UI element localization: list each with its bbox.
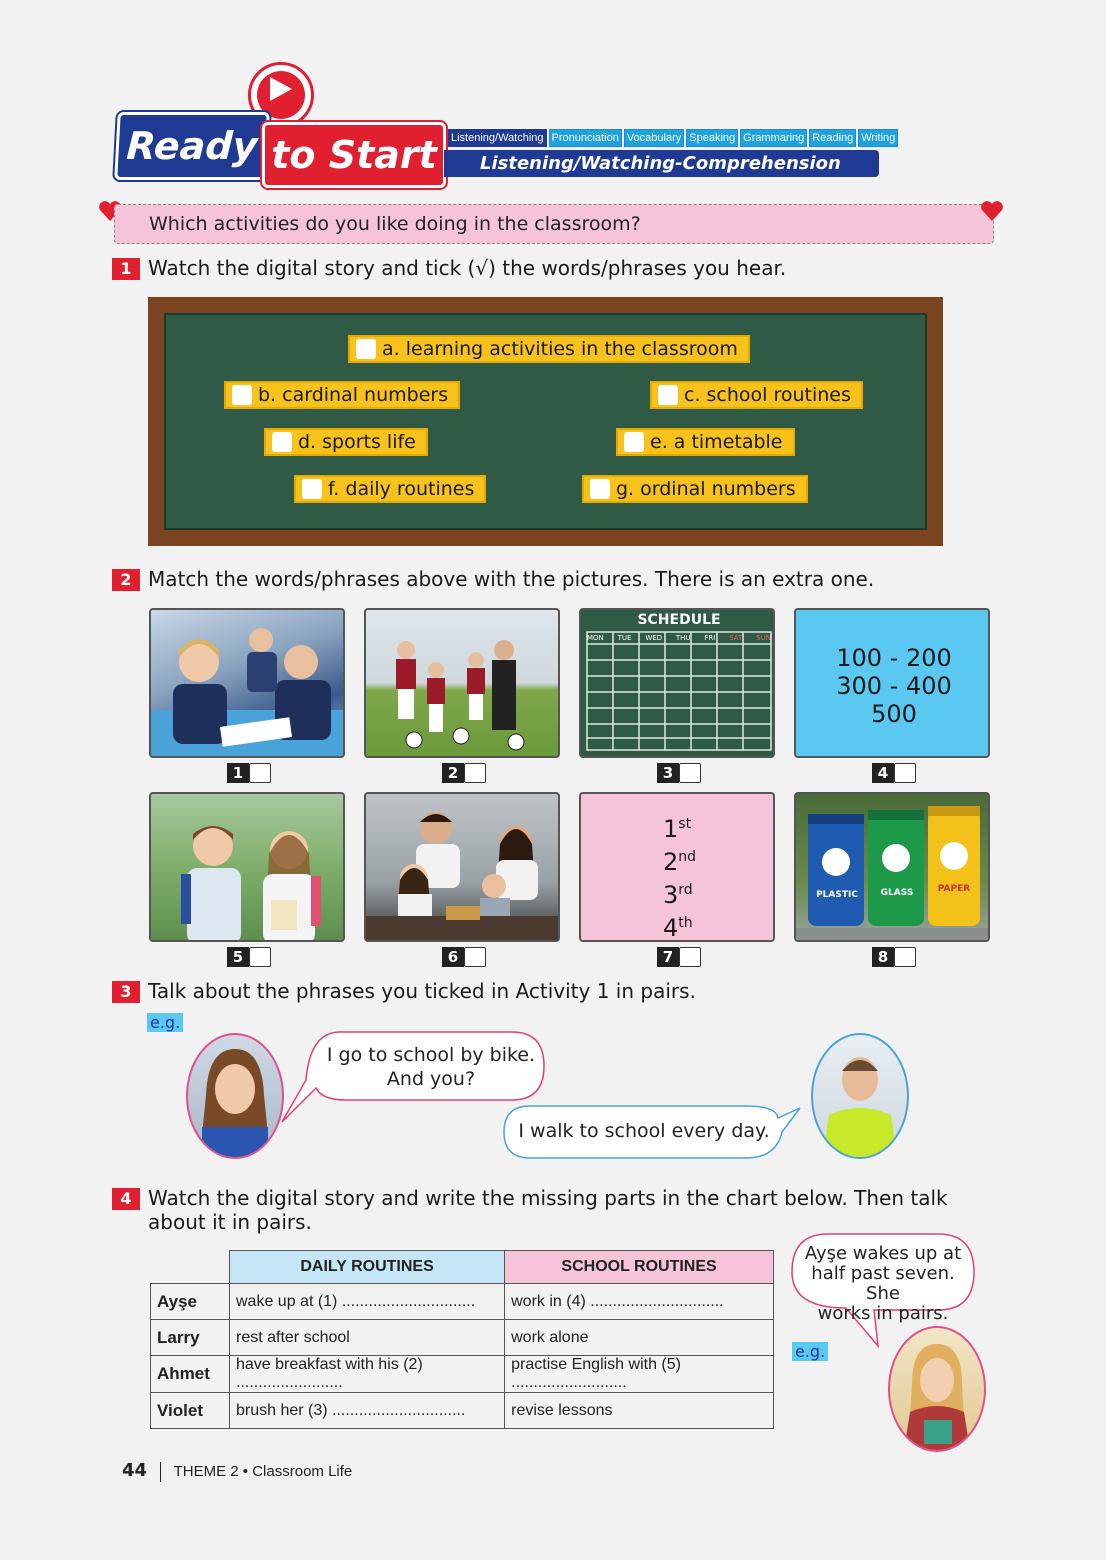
bubble1-text: And you? — [386, 1068, 476, 1090]
photo-football — [364, 608, 560, 758]
cardinal-line: 500 — [871, 700, 917, 728]
activity-number: 1 — [112, 258, 140, 280]
photo-family-breakfast — [364, 792, 560, 942]
to-start-label: to Start — [262, 122, 446, 188]
cardinal-line: 100 - 200 — [836, 644, 952, 672]
bubble3-text: half past seven. She — [811, 1263, 955, 1304]
option-e[interactable]: e. a timetable — [616, 428, 795, 456]
routines-table — [150, 1250, 774, 1429]
checkbox[interactable] — [590, 479, 610, 499]
cardinal-line: 300 - 400 — [836, 672, 952, 700]
option-d[interactable]: d. sports life — [264, 428, 428, 456]
bin-label: PAPER — [937, 884, 971, 894]
football-illustration — [366, 610, 560, 758]
bubble2-text: I walk to school every day. — [518, 1120, 770, 1142]
table-row: Ayşe wake up at (1) .............................. work in (4) .............................. — [151, 1284, 774, 1320]
bin-label: PLASTIC — [816, 890, 858, 900]
bubble1-text: I go to school by bike. — [326, 1044, 536, 1066]
match-box-8[interactable]: 8 — [872, 947, 916, 967]
family-illustration — [366, 794, 560, 942]
option-b[interactable]: b. cardinal numbers — [224, 381, 460, 409]
avatar-girl-2 — [888, 1326, 986, 1452]
bin-label: GLASS — [880, 888, 914, 898]
avatar-boy — [811, 1033, 909, 1159]
activity-instruction: Watch the digital story and tick (√) the words/phrases you hear. — [148, 256, 787, 280]
option-g[interactable]: g. ordinal numbers — [582, 475, 808, 503]
match-box-3[interactable]: 3 — [657, 763, 701, 783]
activity-number: 4 — [112, 1188, 140, 1210]
match-box-1[interactable]: 1 — [227, 763, 271, 783]
fill-blank-1[interactable]: wake up at (1) .............................. — [230, 1284, 505, 1320]
skill-speaking: Speaking — [686, 129, 738, 147]
page-footer — [122, 1460, 352, 1482]
activity-number: 2 — [112, 569, 140, 591]
theme-label: THEME 2 • Classroom Life — [173, 1463, 353, 1480]
option-a[interactable]: a. learning activities in the classroom — [348, 335, 750, 363]
fill-blank-2[interactable]: have breakfast with his (2) ........................ — [230, 1356, 505, 1393]
bubble3-text: works in pairs. — [817, 1303, 949, 1324]
schedule-grid — [585, 630, 773, 754]
col-school-routines: SCHOOL ROUTINES — [505, 1251, 774, 1284]
schedule-days: MON TUE WED THU FRI SAT SUN — [587, 634, 771, 642]
checkbox[interactable] — [302, 479, 322, 499]
ordinal-line: 2nd — [663, 848, 697, 876]
checkbox[interactable] — [272, 432, 292, 452]
ordinal-line: 3rd — [663, 881, 693, 909]
option-c[interactable]: c. school routines — [650, 381, 863, 409]
activity-instruction: Watch the digital story and write the missing parts in the chart below. Then talk about it in pairs. — [148, 1186, 948, 1234]
match-box-2[interactable]: 2 — [442, 763, 486, 783]
eg-label: e.g. — [792, 1342, 828, 1361]
photo-classroom — [149, 608, 345, 758]
photo-students — [149, 792, 345, 942]
students-illustration — [151, 794, 345, 942]
fill-blank-3[interactable]: brush her (3) .............................. — [230, 1393, 505, 1429]
schedule-title: SCHEDULE — [637, 612, 721, 628]
avatar-girl — [186, 1033, 284, 1159]
activity-instruction: Talk about the phrases you ticked in Activity 1 in pairs. — [148, 979, 696, 1003]
page-number: 44 — [122, 1460, 148, 1481]
skill-writing: Writing — [858, 129, 898, 147]
option-f[interactable]: f. daily routines — [294, 475, 486, 503]
table-row: Larry rest after school work alone — [151, 1320, 774, 1356]
photo-recycle-bins — [794, 792, 990, 942]
skill-pronunciation: Pronunciation — [549, 129, 622, 147]
fill-blank-5[interactable]: practise English with (5) .......................... — [505, 1356, 774, 1393]
match-box-4[interactable]: 4 — [872, 763, 916, 783]
bubble3-text: Ayşe wakes up at — [804, 1243, 962, 1264]
cardinal-numbers-card — [794, 608, 990, 758]
eg-label: e.g. — [147, 1013, 183, 1032]
checkbox[interactable] — [658, 385, 678, 405]
chalkboard — [148, 297, 943, 546]
match-box-6[interactable]: 6 — [442, 947, 486, 967]
match-box-5[interactable]: 5 — [227, 947, 271, 967]
table-row: Violet brush her (3) .............................. revise lessons — [151, 1393, 774, 1429]
activity-number: 3 — [112, 981, 140, 1003]
ordinal-line: 1st — [663, 815, 692, 843]
col-daily-routines: DAILY ROUTINES — [230, 1251, 505, 1284]
activity-instruction: Match the words/phrases above with the pictures. There is an extra one. — [148, 567, 875, 591]
checkbox[interactable] — [232, 385, 252, 405]
skill-listening: Listening/Watching — [448, 129, 547, 147]
heart-icon — [980, 200, 1004, 222]
ordinal-numbers-card — [579, 792, 775, 942]
classroom-illustration — [151, 610, 345, 758]
schedule-board — [579, 608, 775, 758]
ordinal-line: 4th — [663, 914, 693, 942]
skill-reading: Reading — [809, 129, 856, 147]
table-row: Ahmet have breakfast with his (2) ........................ practise English with (5) .......................... — [151, 1356, 774, 1393]
skill-vocabulary: Vocabulary — [624, 129, 684, 147]
checkbox[interactable] — [624, 432, 644, 452]
fill-blank-4[interactable]: work in (4) .............................. — [505, 1284, 774, 1320]
checkbox[interactable] — [356, 339, 376, 359]
skill-grammaring: Grammaring — [740, 129, 807, 147]
question-banner: Which activities do you like doing in the classroom? — [114, 204, 994, 244]
match-box-7[interactable]: 7 — [657, 947, 701, 967]
ready-label: Ready — [114, 112, 270, 180]
section-subtitle: Listening/Watching-Comprehension — [444, 150, 879, 177]
skills-bar — [448, 129, 898, 147]
recycle-bins-illustration — [796, 794, 990, 942]
